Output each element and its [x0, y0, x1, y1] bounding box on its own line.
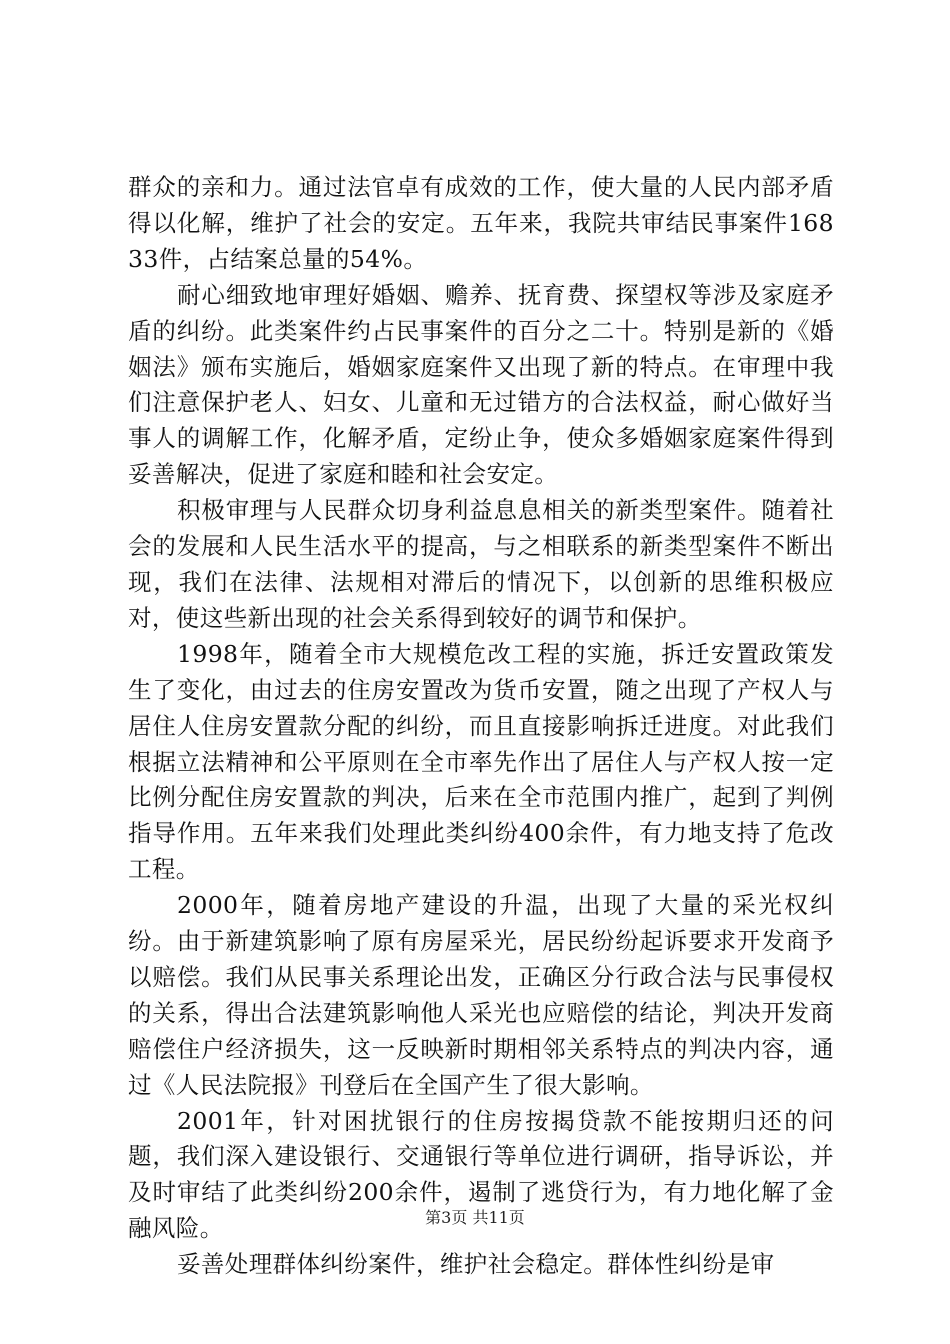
paragraph-3: 积极审理与人民群众切身利益息息相关的新类型案件。随着社会的发展和人民生活水平的提高，与之相联系的新类型案件不断出现，我们在法律、法规相对滞后的情况下，以创新的思维积极应对，使这些新出现的社会关系得到较好的调节和保护。: [128, 496, 834, 632]
paragraph-5: 2000年，随着房地产建设的升温，出现了大量的采光权纠纷。由于新建筑影响了原有房屋采光，居民纷纷起诉要求开发商予以赔偿。我们从民事关系理论出发，正确区分行政合法与民事侵权的关系，得出合法建筑影响他人采光也应赔偿的结论，判决开发商赔偿住户经济损失，这一反映新时期相邻关系特点的判决内容，通过《人民法院报》刊登后在全国产生了很大影响。: [128, 891, 834, 1099]
paragraph-1: 群众的亲和力。通过法官卓有成效的工作，使大量的人民内部矛盾得以化解，维护了社会的安定。五年来，我院共审结民事案件16833件，占结案总量的54%。: [128, 173, 834, 273]
paragraph-7: 妥善处理群体纠纷案件，维护社会稳定。群体性纠纷是审: [177, 1250, 775, 1279]
paragraph-2: 耐心细致地审理好婚姻、赡养、抚育费、探望权等涉及家庭矛盾的纠纷。此类案件约占民事案件的百分之二十。特别是新的《婚姻法》颁布实施后，婚姻家庭案件又出现了新的特点。在审理中我们注意保护老人、妇女、儿童和无过错方的合法权益，耐心做好当事人的调解工作，化解矛盾，定纷止争，使众多婚姻家庭案件得到妥善解决，促进了家庭和睦和社会安定。: [128, 280, 834, 489]
paragraph-4: 1998年，随着全市大规模危改工程的实施，拆迁安置政策发生了变化，由过去的住房安置改为货币安置，随之出现了产权人与居住人住房安置款分配的纠纷，而且直接影响拆迁进度。对此我们根据立法精神和公平原则在全市率先作出了居住人与产权人按一定比例分配住房安置款的判决，后来在全市范围内推广，起到了判例指导作用。五年来我们处理此类纠纷400余件，有力地支持了危改工程。: [128, 639, 834, 884]
document-body: [128, 170, 834, 1283]
page-number-footer: 第3页 共11页: [425, 1208, 525, 1227]
paragraph-6: 2001年，针对困扰银行的住房按揭贷款不能按期归还的问题，我们深入建设银行、交通银行等单位进行调研，指导诉讼，并及时审结了此类纠纷200余件，遏制了逃贷行为，有力地化解了金融风险。: [128, 1106, 834, 1243]
